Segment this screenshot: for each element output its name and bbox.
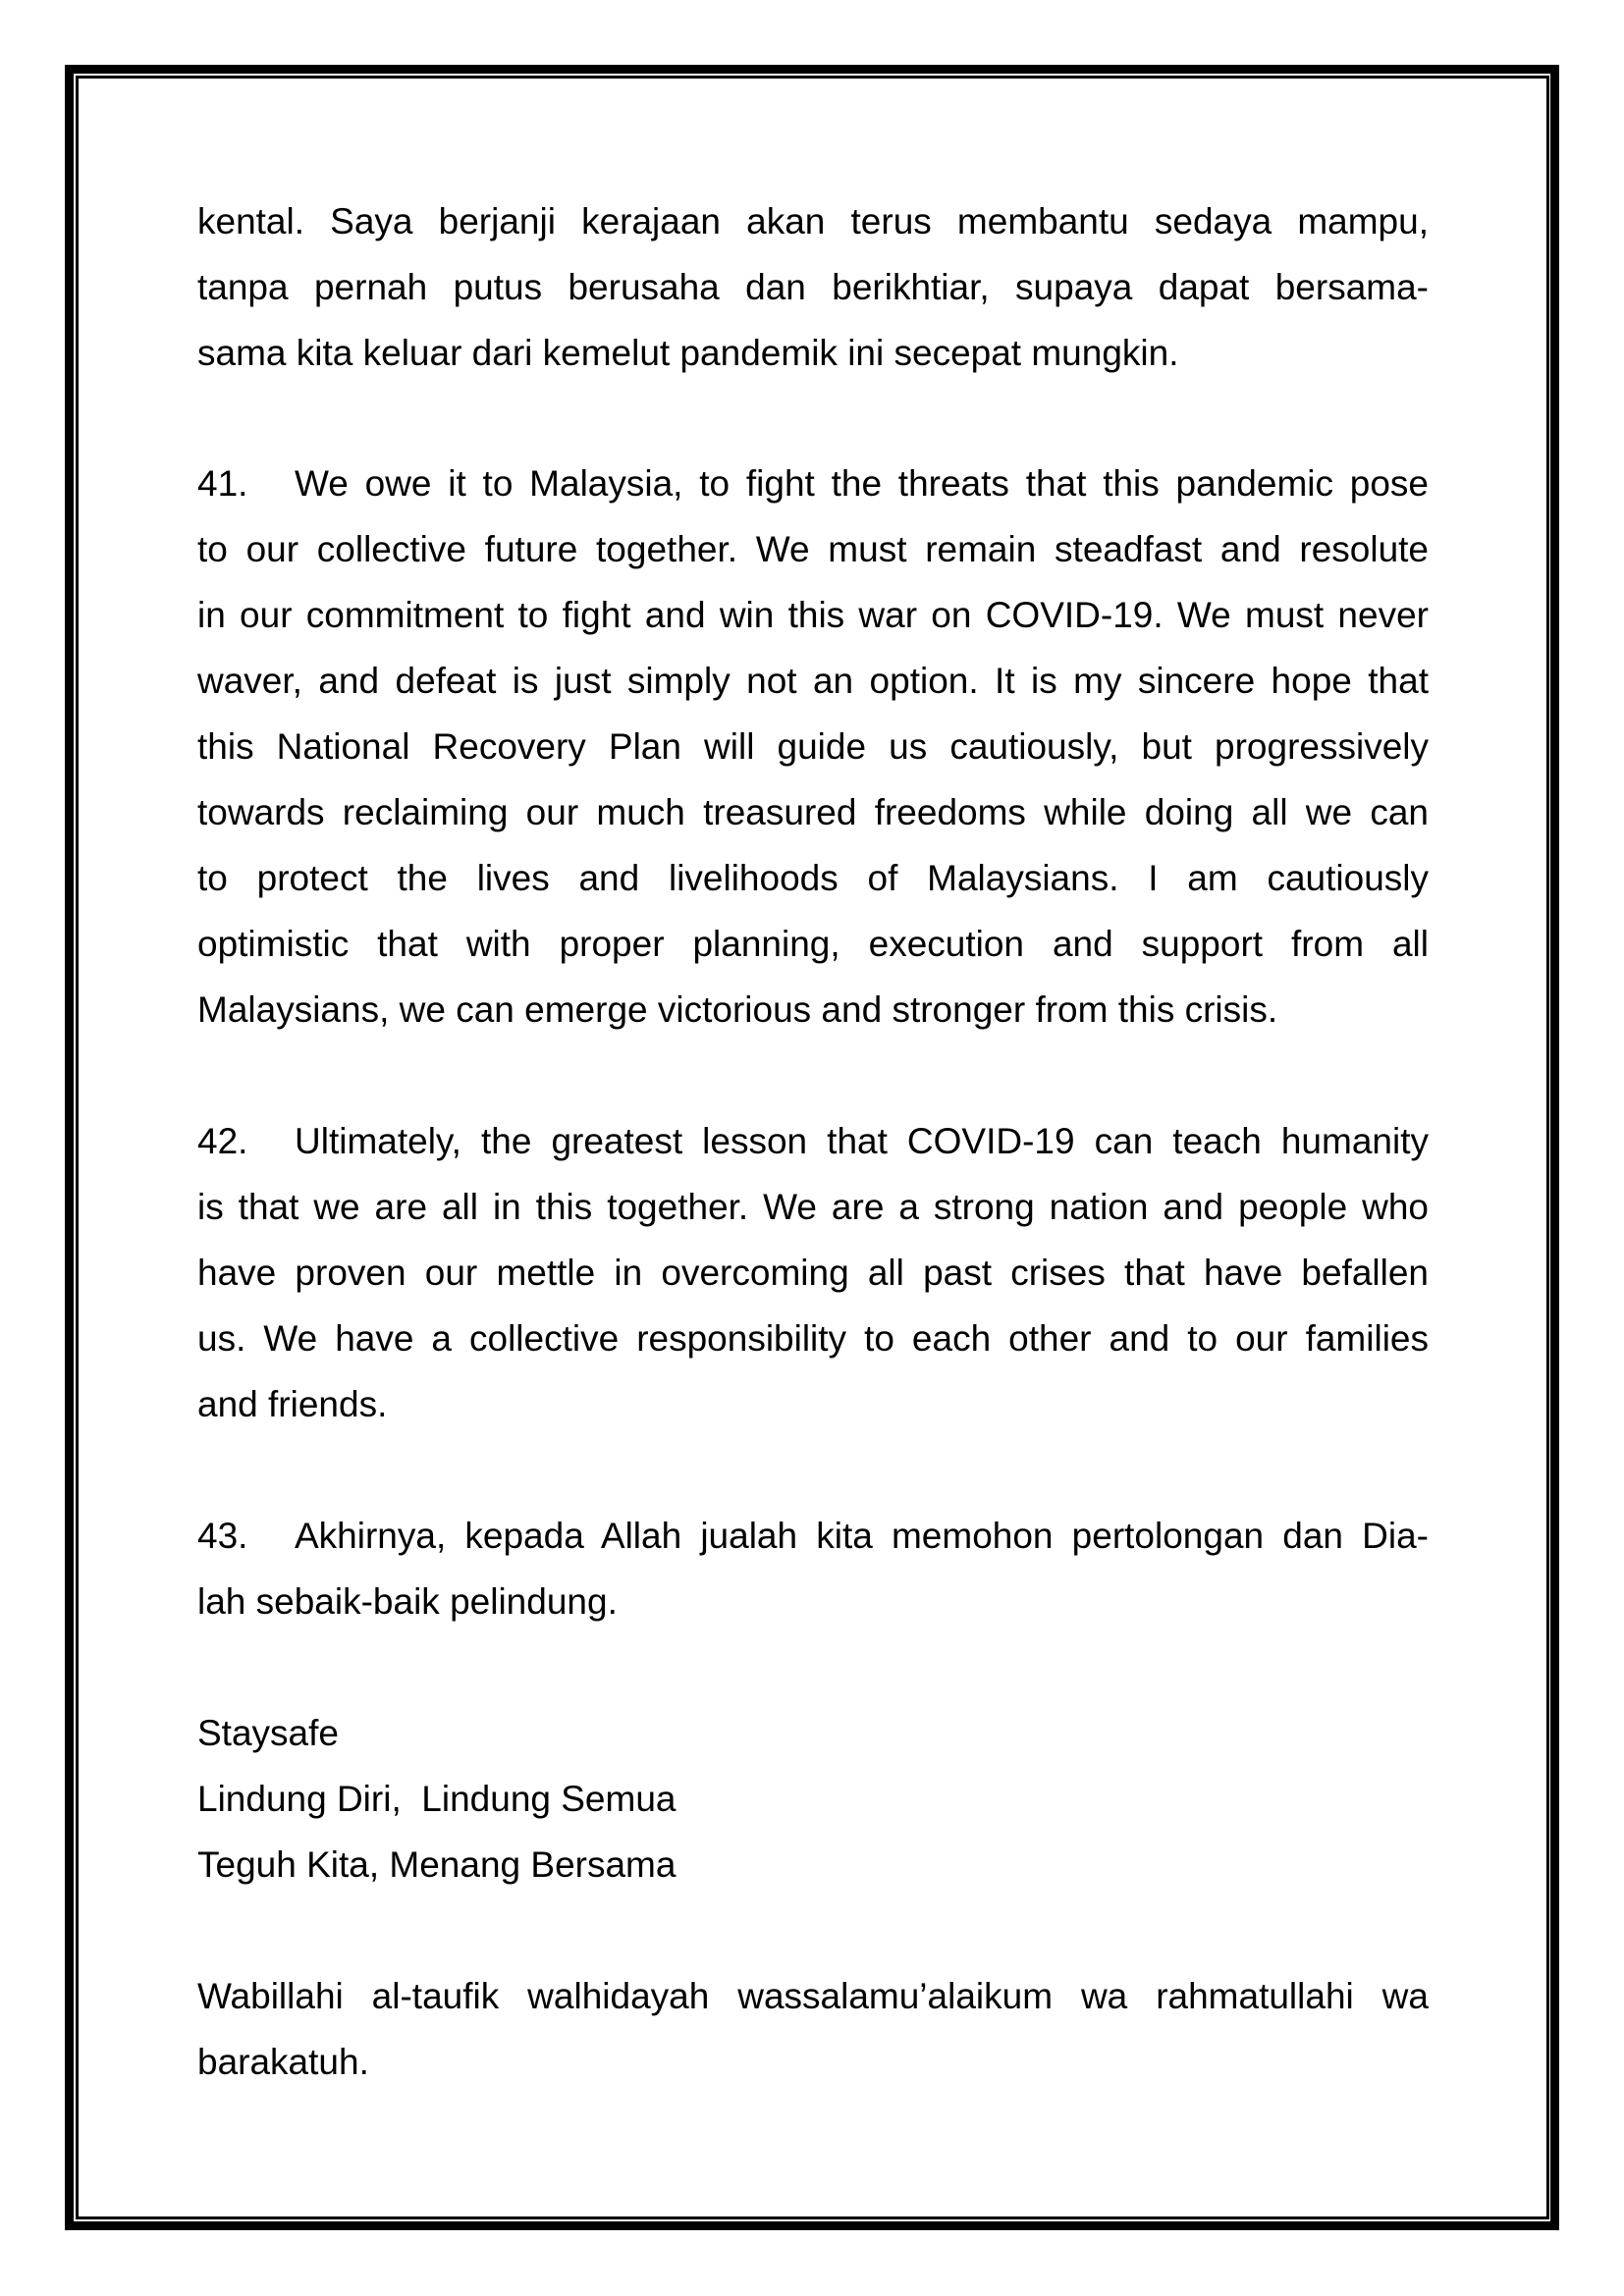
text-line: sama kita keluar dari kemelut pandemik ini secepat mungkin. [197,333,1179,373]
text-line: Wabillahi al-taufik walhidayah wassalamu’alaikum wa rahmatullahi wa [197,1976,1429,2016]
text-line: in our commitment to fight and win this war on COVID-19. We must never [197,595,1429,635]
text-line: to our collective future together. We must remain steadfast and resolute [197,529,1429,569]
text-line: Malaysians, we can emerge victorious and stronger from this crisis. [197,989,1278,1030]
text-line: kental. Saya berjanji kerajaan akan terus membantu sedaya mampu, [197,201,1429,241]
text-line [197,451,1429,516]
text-line: towards reclaiming our much treasured freedoms while doing all we can [197,792,1429,832]
text-line: this National Recovery Plan will guide us cautiously, but progressively [197,726,1429,767]
paragraph-number: 42. [197,1121,248,1161]
text-line [197,1503,1429,1569]
slogan-line: Lindung Diri, Lindung Semua [197,1779,677,1819]
slogan-line: Staysafe [197,1713,339,1753]
text-line: us. We have a collective responsibility to each other and to our families [197,1318,1429,1359]
text-line: is that we are all in this together. We are a strong nation and people who [197,1187,1429,1227]
paragraph-number: 43. [197,1516,248,1556]
paragraph-first-line: We owe it to Malaysia, to fight the threats that this pandemic pose [295,463,1429,504]
text-line: optimistic that with proper planning, execution and support from all [197,924,1429,964]
text-line: lah sebaik-baik pelindung. [197,1581,618,1622]
paragraph-number: 41. [197,463,248,504]
text-line: have proven our mettle in overcoming all past crises that have befallen [197,1253,1429,1293]
slogan-line: Teguh Kita, Menang Bersama [197,1844,677,1885]
text-line: to protect the lives and livelihoods of Malaysians. I am cautiously [197,858,1429,898]
paragraph-first-line: Akhirnya, kepada Allah jualah kita memohon pertolongan dan Dia- [295,1516,1429,1556]
text-line: tanpa pernah putus berusaha dan berikhtiar, supaya dapat bersama- [197,267,1429,307]
paragraph-first-line: Ultimately, the greatest lesson that COVID-19 can teach humanity [295,1121,1429,1161]
text-line: waver, and defeat is just simply not an option. It is my sincere hope that [197,661,1429,701]
text-line [197,1108,1429,1174]
text-line: and friends. [197,1384,388,1424]
text-line: barakatuh. [197,2042,369,2082]
